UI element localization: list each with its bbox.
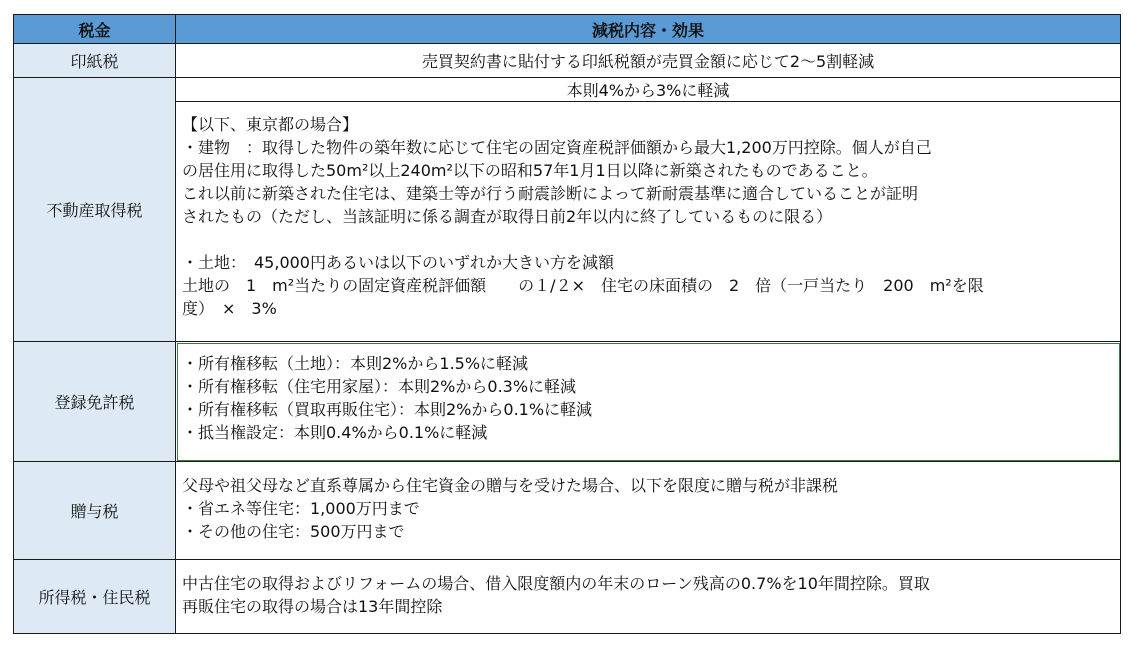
reg-line-4: ・抵当権設定：本則0.4%から0.1%に軽減: [182, 423, 488, 442]
label-acquisition-tax: 不動産取得税: [14, 78, 176, 342]
row-acquisition-top: [14, 78, 1121, 102]
stamp-tax-text: 売買契約書に貼付する印紙税額が売買金額に応じて2〜5割軽減: [176, 44, 1121, 78]
acq-line-4: これ以前に新築された住宅は、建築士等が行う耐震診断によって新耐震基準に適合していることが証明: [182, 184, 919, 203]
gift-detail: [176, 462, 1121, 560]
income-detail: [176, 560, 1121, 634]
acq-line-8: 度） × 3%: [182, 299, 277, 318]
gift-line-1: 父母や祖父母など直系尊属から住宅資金の贈与を受けた場合、以下を限度に贈与税が非課税: [182, 476, 839, 495]
header-tax: 税金: [14, 15, 176, 44]
gift-line-3: ・その他の住宅：500万円まで: [182, 522, 405, 541]
income-line-1: 中古住宅の取得およびリフォームの場合、借入限度額内の年末のローン残高の0.7%を10年間控除。買取: [182, 574, 930, 593]
label-registration-tax: 登録免許税: [14, 342, 176, 462]
acq-line-7: 土地の 1 m²当たりの固定資産税評価額 の１/２× 住宅の床面積の 2 倍（一戸当たり 200 m²を限: [182, 276, 984, 295]
acq-line-5: されたもの（ただし、当該証明に係る調査が取得日前2年以内に終了しているものに限る）: [182, 207, 833, 226]
row-acquisition-detail: [14, 102, 1121, 342]
acquisition-detail: [176, 102, 1121, 342]
row-income-tax: [14, 560, 1121, 634]
label-gift-tax: 贈与税: [14, 462, 176, 560]
gift-line-2: ・省エネ等住宅：1,000万円まで: [182, 499, 420, 518]
acq-line-3: の居住用に取得した50m²以上240m²以下の昭和57年1月1日以降に新築されたものであること。: [182, 161, 878, 180]
label-income-tax: 所得税・住民税: [14, 560, 176, 634]
acq-line-6: ・土地： 45,000円あるいは以下のいずれか大きい方を減額: [182, 253, 614, 272]
row-stamp-tax: [14, 44, 1121, 78]
reg-line-2: ・所有権移転（住宅用家屋）：本則2%から0.3%に軽減: [182, 377, 577, 396]
acq-line-2: ・建物 ：取得した物件の築年数に応じて住宅の固定資産税評価額から最大1,200万円控除。個人が自己: [182, 138, 932, 157]
income-line-2: 再販住宅の取得の場合は13年間控除: [182, 597, 443, 616]
reg-line-3: ・所有権移転（買取再販住宅）：本則2%から0.1%に軽減: [182, 400, 593, 419]
acquisition-top-text: 本則4%から3%に軽減: [176, 78, 1121, 102]
header-effect: 減税内容・効果: [176, 15, 1121, 44]
reg-line-1: ・所有権移転（土地）：本則2%から1.5%に軽減: [182, 354, 529, 373]
row-registration-tax: [14, 342, 1121, 462]
tax-reduction-table: [13, 14, 1121, 634]
acq-line-1: 【以下、東京都の場合】: [182, 115, 359, 134]
registration-detail[interactable]: [176, 342, 1121, 462]
label-stamp-tax: 印紙税: [14, 44, 176, 78]
row-gift-tax: [14, 462, 1121, 560]
acq-spacer: [182, 228, 1114, 251]
header-row: [14, 15, 1121, 44]
